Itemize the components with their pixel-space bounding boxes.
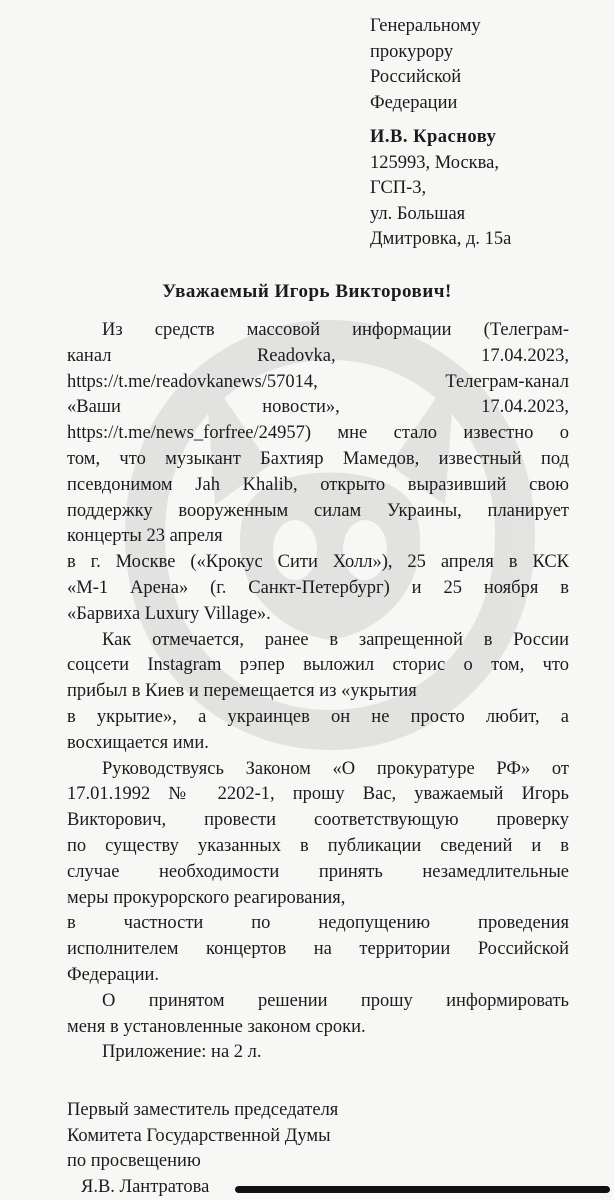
paragraph-3 — [67, 628, 569, 705]
text-line: псевдонимом Jah Khalib, открыто выразивший свою — [67, 474, 569, 495]
text-line: концерты 23 апреля — [67, 526, 223, 547]
text-line: поддержку вооруженным силам Украины, планирует — [67, 500, 569, 521]
text-line: канал Readovka, 17.04.2023, — [67, 345, 569, 366]
text-line: случае необходимости принять незамедлительные — [67, 861, 569, 882]
text-line: восхищается ими. — [67, 732, 209, 753]
text-line: в г. Москве («Крокус Сити Холл»), 25 апреля в КСК — [67, 552, 569, 573]
text-line: https://t.me/news_forfree/24957) мне стало известно о — [67, 423, 569, 444]
addressee-block — [370, 14, 610, 253]
text-line: в частности по недопущению проведения — [67, 913, 569, 934]
addressee-line: Федерации — [370, 92, 458, 113]
signature-line: Комитета Государственной Думы — [67, 1125, 331, 1146]
addressee-line: прокурору — [370, 41, 454, 62]
home-indicator-bar[interactable] — [235, 1186, 610, 1193]
text-line: соцсети Instagram рэпер выложил сторис о том, что — [67, 655, 569, 676]
signature-line: по просвещению — [67, 1151, 201, 1171]
address-line: ГСП-3, — [370, 178, 427, 198]
text-line: 17.01.1992 № 2202-1, прошу Вас, уважаемый Игорь — [67, 784, 569, 805]
paragraph-7 — [67, 989, 569, 1041]
text-line: прибыл в Киев и перемещается из «укрытия — [67, 681, 417, 702]
addressee-line: Российской — [370, 67, 462, 87]
text-line: по существу указанных в публикации сведений и в — [67, 835, 569, 856]
attachment-note: Приложение: на 2 л. — [102, 1042, 262, 1063]
addressee-name: И.В. Краснову — [370, 127, 497, 147]
signature-block — [67, 1098, 467, 1200]
paragraph-1 — [67, 318, 569, 550]
text-line: Как отмечается, ранее в запрещенной в России — [102, 629, 569, 650]
paragraph-2 — [67, 550, 569, 627]
addressee-line: Генеральному — [370, 16, 481, 36]
text-line: Из средств массовой информации (Телеграм- — [102, 320, 569, 340]
text-line: Руководствуясь Законом «О прокуратуре РФ» от — [102, 758, 569, 779]
letter-body — [67, 318, 569, 1066]
text-line: «Ваши новости», 17.04.2023, — [67, 397, 569, 418]
paragraph-6 — [67, 911, 569, 988]
text-line: меня в установленные законом сроки. — [67, 1016, 366, 1037]
signatory-name: Я.В. Лантратова — [81, 1176, 210, 1197]
text-line: «М-1 Арена» (г. Санкт-Петербург) и 25 ноября в — [67, 577, 569, 598]
text-line: в укрытие», а украинцев он не просто любит, а — [67, 706, 569, 727]
text-line: меры прокурорского реагирования, — [67, 887, 346, 908]
text-line: «Барвиха Luxury Village». — [67, 603, 271, 624]
text-line: https://t.me/readovkanews/57014, Телеграм-канал — [67, 371, 569, 392]
address-line: ул. Большая — [370, 203, 466, 224]
text-line: Викторович, провести соответствующую проверку — [67, 810, 569, 831]
paragraph-4 — [67, 705, 569, 757]
text-line: Федерации. — [67, 964, 159, 985]
text-line: исполнителем концертов на территории Российской — [67, 939, 569, 960]
address-line: 125993, Москва, — [370, 152, 499, 173]
text-line: том, что музыкант Бахтияр Мамедов, известный под — [67, 448, 569, 469]
address-line: Дмитровка, д. 15а — [370, 229, 512, 249]
salutation: Уважаемый Игорь Викторович! — [162, 281, 452, 302]
signature-line: Первый заместитель председателя — [67, 1100, 339, 1120]
paragraph-5 — [67, 757, 569, 912]
text-line: О принятом решении прошу информировать — [102, 990, 569, 1011]
